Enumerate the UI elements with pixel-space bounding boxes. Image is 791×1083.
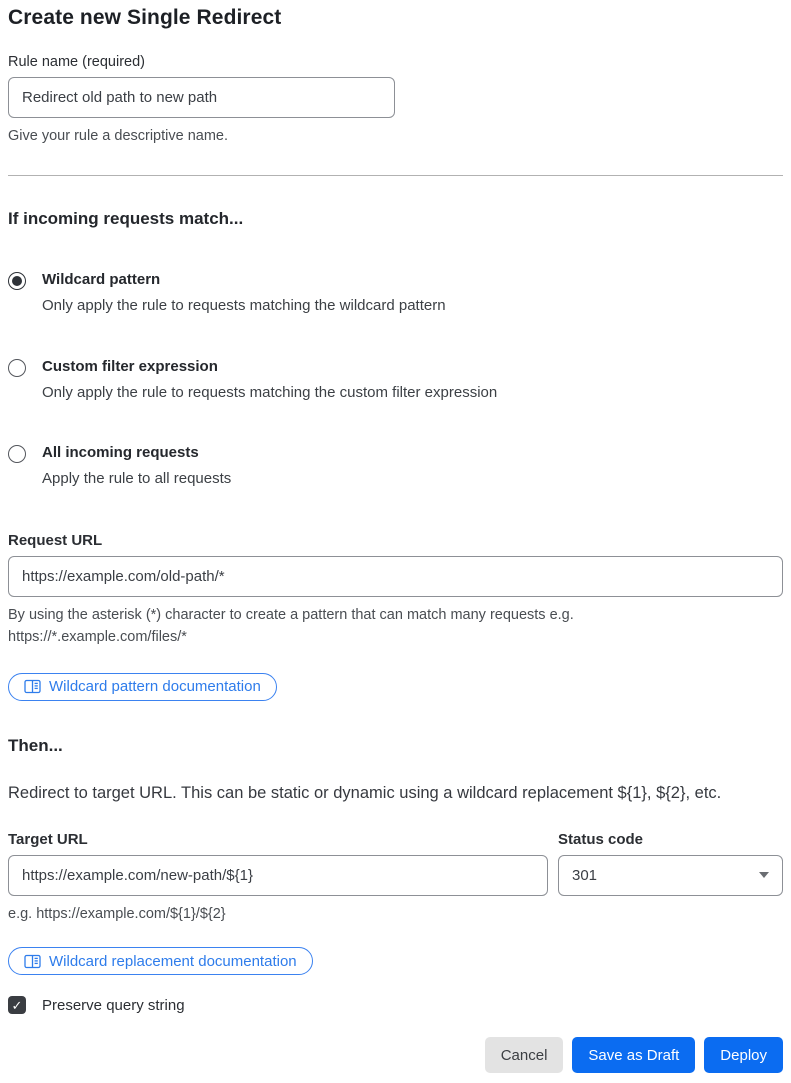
open-book-icon (24, 679, 41, 694)
status-code-select[interactable] (558, 855, 783, 896)
section-divider (8, 175, 783, 176)
save-as-draft-button[interactable]: Save as Draft (572, 1037, 695, 1073)
target-url-value: https://example.com/new-path/${1} (22, 866, 253, 884)
wildcard-replacement-docs-button[interactable] (8, 947, 313, 975)
footer-actions (8, 1037, 783, 1073)
radio-label[interactable]: All incoming requests (42, 444, 199, 462)
radio-option-custom-filter[interactable] (8, 358, 783, 403)
status-code-section (558, 831, 783, 896)
preserve-query-label[interactable]: Preserve query string (42, 996, 185, 1014)
chevron-down-icon (759, 872, 769, 878)
then-description: Redirect to target URL. This can be static or dynamic using a wildcard replacement ${1}, ${2}, etc. (8, 783, 722, 802)
radio-label[interactable]: Wildcard pattern (42, 271, 161, 289)
target-row (8, 831, 783, 896)
radio-button-icon[interactable] (8, 445, 26, 463)
radio-label[interactable]: Custom filter expression (42, 357, 218, 375)
radio-description: Apply the rule to all requests (42, 470, 232, 488)
doc-button-label: Wildcard replacement documentation (49, 952, 297, 970)
preserve-query-row[interactable] (8, 996, 783, 1014)
status-code-value: 301 (572, 866, 598, 884)
radio-button-icon[interactable] (8, 272, 26, 290)
deploy-button[interactable]: Deploy (704, 1037, 783, 1073)
target-url-label: Target URL (8, 830, 88, 848)
request-url-helper-line1: By using the asterisk (*) character to create a pattern that can match many requests e.g. (8, 606, 574, 623)
match-type-radio-group (8, 271, 783, 489)
open-book-icon (24, 954, 41, 969)
wildcard-pattern-docs-button[interactable] (8, 673, 277, 701)
request-url-section (8, 532, 783, 701)
doc-button-label: Wildcard pattern documentation (49, 678, 261, 696)
then-section-heading: Then... (8, 735, 63, 755)
target-url-helper: e.g. https://example.com/${1}/${2} (8, 905, 226, 922)
radio-option-wildcard-pattern[interactable] (8, 271, 783, 316)
cancel-button[interactable]: Cancel (485, 1037, 564, 1073)
page-title: Create new Single Redirect (8, 6, 282, 29)
rule-name-input[interactable] (8, 77, 395, 118)
radio-option-all-requests[interactable] (8, 444, 783, 489)
radio-button-icon[interactable] (8, 359, 26, 377)
match-section-heading: If incoming requests match... (8, 209, 244, 229)
rule-name-label: Rule name (required) (8, 54, 146, 70)
request-url-label: Request URL (8, 531, 103, 549)
request-url-helper-line2: https://*.example.com/files/* (8, 629, 187, 646)
radio-description: Only apply the rule to requests matching the custom filter expression (42, 383, 498, 401)
request-url-value: https://example.com/old-path/* (22, 567, 225, 585)
checkbox-checked-icon[interactable]: ✓ (8, 996, 26, 1014)
rule-name-section (8, 54, 783, 147)
radio-description: Only apply the rule to requests matching the wildcard pattern (42, 297, 446, 315)
request-url-helper (8, 604, 783, 649)
status-code-label: Status code (558, 830, 644, 848)
request-url-input[interactable] (8, 556, 783, 597)
rule-name-value: Redirect old path to new path (22, 89, 218, 106)
target-url-section (8, 831, 548, 896)
target-url-input[interactable] (8, 855, 548, 896)
rule-name-helper: Give your rule a descriptive name. (8, 128, 229, 144)
